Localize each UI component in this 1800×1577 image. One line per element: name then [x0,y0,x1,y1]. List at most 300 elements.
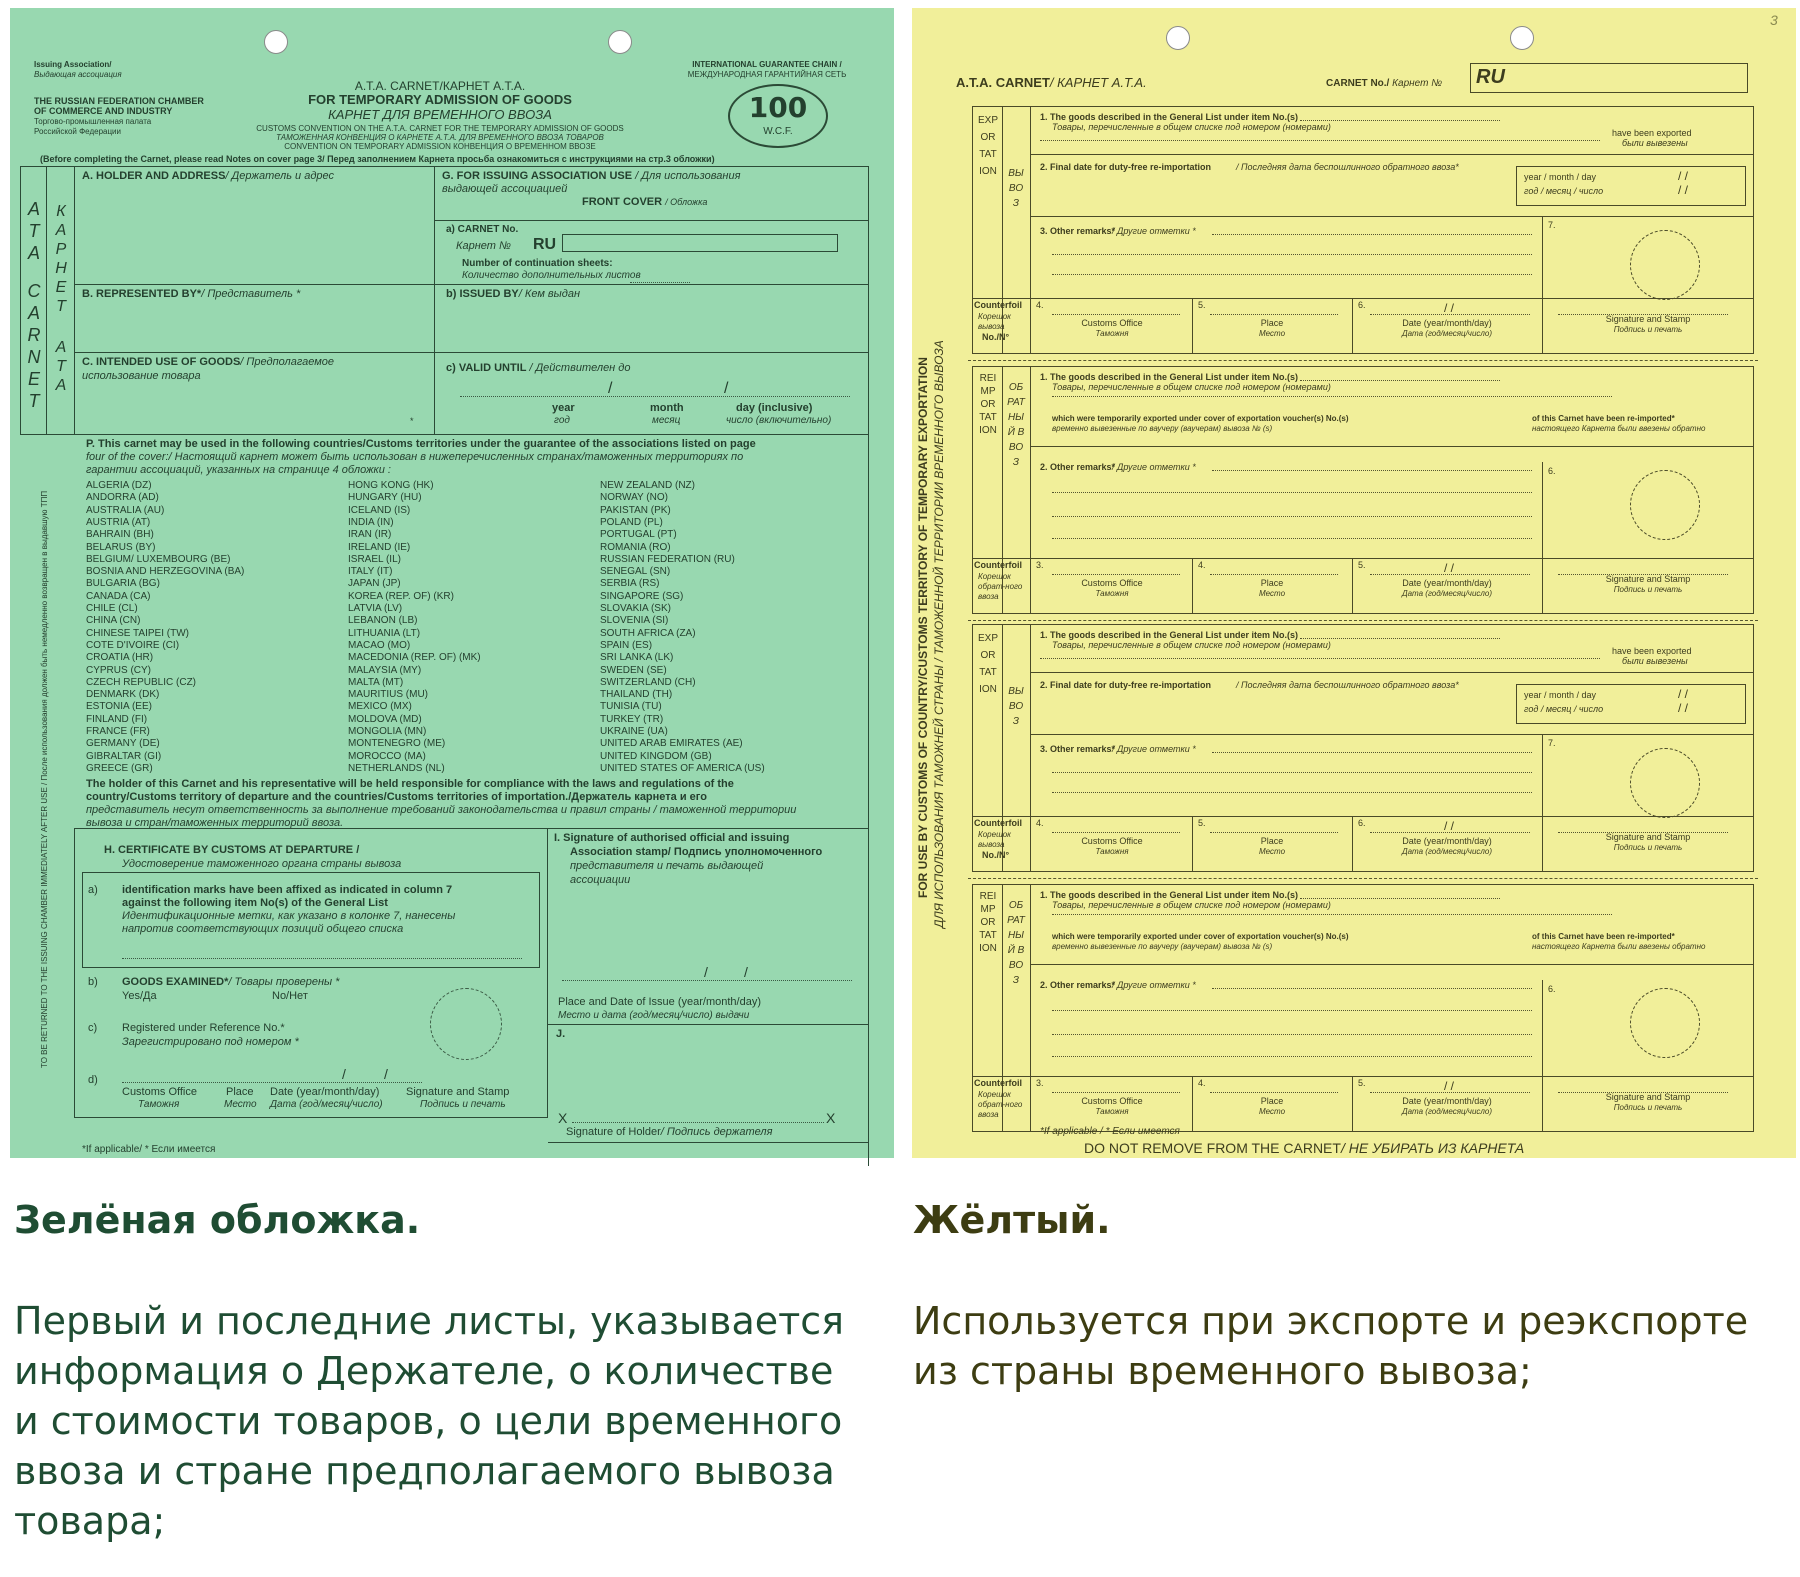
item-1-ru: Товары, перечисленные в общем списке под номером (номерами) [1052,122,1331,132]
asterisk: * [410,416,414,426]
caption-line: Используется при экспорте и реэкспорте [913,1299,1749,1343]
signature-x-right: X [826,1110,836,1126]
place-date-issue: Place and Date of Issue (year/month/day) [558,996,761,1008]
voucher-line-ru: временно вывезенные по ваучеру (ваучерам) вывоза № (s) [1052,942,1273,951]
place-label: Place [1260,318,1284,328]
field-i-line-ru-2: ассоциации [570,874,631,886]
carnet-number-field[interactable] [562,234,838,252]
signature-label-ru: Подпись и печать [1613,843,1683,852]
dotted-line [1212,752,1532,753]
counterfoil-label: Counterfoil [974,560,1022,570]
customs-office-label-ru: Таможня [1095,329,1129,338]
yellow-caption-body [913,1296,1748,1396]
field-g-label: G. FOR ISSUING ASSOCIATION USE / Для использования [442,170,741,182]
dotted-line [1040,140,1600,141]
dotted-line [1052,274,1532,275]
country-item: MACAO (MO) [348,639,411,651]
country-item: AUSTRALIA (AU) [86,504,165,516]
caption-line: товара; [14,1499,166,1543]
issuing-association-label: Issuing Association/ [34,60,112,69]
have-been-exported-ru: были вывезены [1622,656,1688,666]
dotted-line [1052,1056,1532,1057]
rule [434,284,868,285]
item-1: 1. The goods described in the General List under item No.(s) [1040,630,1299,640]
country-item: BELARUS (BY) [86,541,156,553]
field-g-label-ru: выдающей ассоциацией [442,183,568,195]
item-2-ru: / Последняя дата беспошлинного обратного ввоза* [1236,680,1459,690]
stamp-circle [1630,748,1700,818]
country-item: KOREA (REP. OF) (KR) [348,590,454,602]
h-b-text: GOODS EXAMINED*/ Товары проверены * [122,976,340,988]
dotted-line [1052,492,1532,493]
stamp-circle [1630,230,1700,300]
place-label: Place [1260,1096,1284,1106]
have-been-exported: have been exported [1612,128,1692,138]
rule [20,434,868,435]
date-label-ru: Дата (год/месяц/число) [1401,589,1493,598]
counterfoil-no: No./N° [982,850,1010,860]
side-title: FOR USE BY CUSTOMS OF COUNTRY/CUSTOMS TERRITORY OF TEMPORARY EXPORTATION [916,357,930,898]
dotted-line [1052,538,1532,539]
rule [20,166,868,167]
month-label-ru: месяц [652,415,681,426]
holder-note-1: The holder of this Carnet and his representative will be held responsible for compliance with the laws and regulations of the [86,778,734,790]
date-label: Date (year/month/day) [1402,318,1492,328]
dotted-line [1210,1092,1338,1093]
caption-line: информация о Держателе, о количестве [14,1349,834,1393]
country-item: BULGARIA (BG) [86,578,160,590]
voucher-line: which were temporarily exported under cover of exportation voucher(s) No.(s) [1052,414,1349,423]
yellow-title: A.T.A. CARNET/ КАРНЕТ А.Т.А. [956,75,1147,90]
counterfoil-label: Counterfoil [974,300,1022,310]
date-slash: / [704,964,708,980]
country-item: LATVIA (LV) [348,603,403,614]
customs-office-label: Customs Office [1081,318,1143,328]
dotted-line [630,282,690,283]
country-item: THAILAND (TH) [600,689,673,701]
vertical-word-ru: ОБРАТНЫЙ ВВОЗ [1007,900,1025,986]
vertical-word: REIMPORTATION [979,891,997,954]
date-slash: / [724,380,729,397]
dotted-line [1212,234,1532,235]
field-c-label-ru: использование товара [82,370,201,382]
ymd-label-ru: год / месяц / число [1524,186,1604,196]
rule [868,166,869,1166]
vertical-word: REIMPORTATION [979,373,997,436]
country-item: MALTA (MT) [348,676,404,688]
country-item: JAPAN (JP) [348,578,401,590]
country-item: GIBRALTAR (GI) [86,750,162,762]
cell-number: 3. [1036,1078,1044,1088]
item-7-number: 7. [1548,738,1556,748]
carnet-number-field[interactable] [1470,63,1748,93]
date-slash: / / [1444,561,1455,575]
dotted-line [562,980,852,981]
field-i-line-1: I. Signature of authorised official and issuing [554,832,790,844]
year-label: year [552,402,575,414]
field-h-label-ru: Удостоверение таможенного органа страны вывоза [122,858,402,870]
country-item: CYPRUS (CY) [86,664,152,676]
rule [434,166,435,434]
green-caption-body [14,1296,844,1546]
country-item: POLAND (PL) [600,516,663,528]
field-a-label: A. HOLDER AND ADDRESS/ Держатель и адрес [82,170,335,182]
side-return-note: TO BE RETURNED TO THE ISSUING CHAMBER IMMEDIATELY AFTER USE / После использования должен быть немедленно возвращен в выдавшую ТПП [40,490,49,1068]
signature-of-holder: Signature of Holder/ Подпись держателя [566,1126,773,1138]
dotted-line [1040,658,1600,659]
customs-office-label-ru: Таможня [1095,847,1129,856]
h-d-label: d) [88,1074,98,1086]
counterfoil-label: Counterfoil [974,818,1022,828]
country-item: ANDORRA (AD) [86,492,159,504]
carnet-reimported-ru: настоящего Карнета были ввезены обратно [1532,424,1706,433]
rule [972,816,1754,817]
country-item: SPAIN (ES) [600,639,653,651]
h-b-no: No/Нет [272,990,308,1002]
country-item: TURKEY (TR) [600,713,664,725]
place-label-ru: Место [1258,329,1286,338]
rule [1030,734,1754,735]
signature-label: Signature and Stamp [1605,314,1691,324]
country-item: ALGERIA (DZ) [86,480,152,491]
h-signature: Signature and Stamp [406,1086,510,1098]
continuation-sheets-label-ru: Количество дополнительных листов [462,270,641,281]
h-place-ru: Место [224,1099,257,1110]
cell-number: 5. [1358,560,1366,570]
vertical-word-ru: ВЫВОЗ [1008,686,1024,727]
dotted-line [1052,772,1532,773]
country-item: SERBIA (RS) [600,578,660,590]
country-item: UKRAINE (UA) [600,726,668,737]
item-2: 2. Other remarks* [1040,980,1116,990]
date-slash: / / [1444,819,1455,833]
country-item: MONGOLIA (MN) [348,726,427,737]
rule [434,220,868,221]
voucher-line-ru: временно вывезенные по ваучеру (ваучерам) вывоза № (s) [1052,424,1273,433]
customs-office-label: Customs Office [1081,1096,1143,1106]
date-slash: / / [1444,1079,1455,1093]
year-label-ru: год [554,415,570,426]
country-item: IRELAND (IE) [348,541,411,553]
do-not-remove: DO NOT REMOVE FROM THE CARNET/ НЕ УБИРАТЬ ИЗ КАРНЕТА [1084,1140,1525,1156]
signature-x-left: X [558,1110,568,1126]
country-item: NEW ZEALAND (NZ) [600,480,695,491]
carnet-no-label-ru: Карнет № [456,240,511,252]
h-date: Date (year/month/day) [270,1086,380,1098]
country-item: CZECH REPUBLIC (CZ) [86,676,197,688]
dotted-line [1052,574,1180,575]
date-slash: / / [1678,183,1689,197]
cell-number: 3. [1036,560,1044,570]
country-item: SWITZERLAND (CH) [600,676,696,688]
chamber-name: THE RUSSIAN FEDERATION CHAMBER [34,96,204,106]
country-item: UNITED STATES OF AMERICA (US) [600,762,765,774]
dotted-line [460,396,850,397]
rule [972,1076,1754,1077]
green-caption-title: Зелёная обложка. [14,1198,421,1242]
cell-number: 4. [1198,560,1206,570]
carnet-reimported: of this Carnet have been re-imported* [1532,414,1675,423]
item-2: 2. Final date for duty-free re-importation [1040,680,1212,690]
carnet-ru-code: RU [1476,66,1505,88]
signature-label: Signature and Stamp [1605,1092,1691,1102]
item-2-ru: / Последняя дата беспошлинного обратного ввоза* [1236,162,1459,172]
have-been-exported: have been exported [1612,646,1692,656]
item-2-ru: / Другие отметки * [1112,980,1196,990]
country-item: PORTUGAL (PT) [600,529,677,541]
carnet-no-label: CARNET No./ Карнет № [1326,78,1443,89]
country-item: CHILE (CL) [86,603,138,614]
country-item: INDIA (IN) [348,516,394,528]
ymd-label: year / month / day [1524,690,1597,700]
field-c-label: C. INTENDED USE OF GOODS/ Предполагаемое [82,356,335,368]
rule [548,828,868,829]
guarantee-chain: INTERNATIONAL GUARANTEE CHAIN / [692,60,842,69]
counterfoil-label-ru: Корешок вывоза [978,830,1011,849]
item-1: 1. The goods described in the General List under item No.(s) [1040,372,1299,382]
country-item: AUSTRIA (AT) [86,516,151,528]
field-i-line-2: Association stamp/ Подпись уполномоченного [570,846,823,858]
signature-label-ru: Подпись и печать [1613,325,1683,334]
wcf-logo [728,84,828,148]
wcf-logo-text: W.C.F. [763,126,793,137]
country-item: LITHUANIA (LT) [348,627,421,639]
date-slash: / / [1678,701,1689,715]
h-c-text: Registered under Reference No.* [122,1022,285,1034]
country-item: BELGIUM/ LUXEMBOURG (BE) [86,553,231,565]
cell-number: 5. [1198,818,1206,828]
country-item: ICELAND (IS) [348,504,411,516]
rule [548,1024,868,1025]
dotted-line [1052,1092,1180,1093]
h-date-ru: Дата (год/месяц/число) [270,1099,383,1110]
dotted-line [1300,898,1500,899]
signature-label: Signature and Stamp [1605,574,1691,584]
country-item: SWEDEN (SE) [600,664,667,676]
country-item: GERMANY (DE) [86,738,160,750]
h-customs-office-ru: Таможня [138,1099,180,1110]
holder-note-2: country/Customs territory of departure and the countries/Customs territories of importation./Держатель карнета и его [86,791,707,803]
date-slash: / [608,380,613,397]
dotted-line [1210,574,1338,575]
signature-label-ru: Подпись и печать [1613,585,1683,594]
country-item: RUSSIAN FEDERATION (RU) [600,553,735,565]
yellow-caption-title: Жёлтый. [913,1198,1111,1242]
side-label-ata-carnet: A T A C A R N E T [27,199,41,411]
field-j-label: J. [556,1028,566,1040]
date-label: Date (year/month/day) [1402,836,1492,846]
country-item: SLOVAKIA (SK) [600,603,671,614]
country-item: UNITED ARAB EMIRATES (AE) [600,738,743,750]
country-item: ITALY (IT) [348,566,393,578]
signature-label: Signature and Stamp [1605,832,1691,842]
h-a-text-2: against the following item No(s) of the General List [122,897,388,909]
carnet-reimported-ru: настоящего Карнета были ввезены обратно [1532,942,1706,951]
rule [20,166,21,434]
counterfoil-label: Counterfoil [974,1078,1022,1088]
front-cover-label: FRONT COVER / Обложка [582,196,708,208]
cell-number: 5. [1198,300,1206,310]
country-item: UNITED KINGDOM (GB) [600,750,712,762]
rule [548,1142,868,1143]
country-item: MONTENEGRO (ME) [348,738,446,750]
dotted-line [572,1122,824,1123]
h-a-text-ru-1: Идентификационные метки, как указано в колонке 7, нанесены [122,910,456,922]
cell-number: 4. [1198,1078,1206,1088]
stamp-circle [1630,988,1700,1058]
country-item: CROATIA (HR) [86,652,154,664]
h-customs-office: Customs Office [122,1086,197,1098]
field-p-line-3: гарантии ассоциаций, указанных на странице 4 обложки : [86,464,391,476]
dotted-line [1052,254,1532,255]
dotted-line [122,1082,422,1083]
rule [74,352,868,353]
dotted-line [1300,120,1500,121]
have-been-exported-ru: были вывезены [1622,138,1688,148]
cell-number: 6. [1358,818,1366,828]
cell-number: 4. [1036,818,1044,828]
date-slash: / / [1444,301,1455,315]
place-label-ru: Место [1258,1107,1286,1116]
field-p-line-1: P. This carnet may be used in the following countries/Customs territories under the guarantee of the associations listed on page [86,438,756,450]
country-item: COTE D'IVOIRE (CI) [86,639,180,651]
vertical-word-ru: ВЫВОЗ [1008,168,1024,209]
country-item: ESTONIA (EE) [86,701,152,713]
title-temporary-admission: FOR TEMPORARY ADMISSION OF GOODS [308,92,572,107]
country-item: IRAN (IR) [348,529,392,541]
wcf-logo-number: 100 [748,91,808,124]
item-6-number: 6. [1548,466,1556,476]
country-item: GREECE (GR) [86,762,153,774]
field-h-label: H. CERTIFICATE BY CUSTOMS AT DEPARTURE / [104,844,360,856]
carnet-reimported: of this Carnet have been re-imported* [1532,932,1675,941]
continuation-sheets-label: Number of continuation sheets: [462,258,613,269]
stamp-circle [1630,470,1700,540]
item-3: 3. Other remarks* [1040,744,1116,754]
block-separator [968,620,1758,621]
place-date-issue-ru: Место и дата (год/месяц/число) выдачи [558,1010,750,1021]
dotted-line [1052,914,1612,915]
country-item: MAURITIUS (MU) [348,689,428,701]
dotted-line [1300,638,1500,639]
place-label-ru: Место [1258,589,1286,598]
place-label: Place [1260,836,1284,846]
place-label-ru: Место [1258,847,1286,856]
item-1-ru: Товары, перечисленные в общем списке под номером (номерами) [1052,640,1331,650]
item-3-ru: / Другие отметки * [1112,744,1196,754]
cell-number: 4. [1036,300,1044,310]
customs-office-label-ru: Таможня [1095,1107,1129,1116]
customs-office-label-ru: Таможня [1095,589,1129,598]
country-item: SENEGAL (SN) [600,566,671,578]
vertical-word: EXPORTATION [978,115,999,177]
country-item: SRI LANKA (LK) [600,652,674,664]
rule [74,284,434,285]
date-label-ru: Дата (год/месяц/число) [1401,847,1493,856]
counterfoil-no: No./N° [982,332,1010,342]
country-item: BOSNIA AND HERZEGOVINA (BA) [86,566,245,578]
date-slash: / / [1678,169,1689,183]
chamber-name-2: OF COMMERCE AND INDUSTRY [34,106,173,116]
caption-line: и стоимости товаров, о цели временного [14,1399,843,1443]
country-item: PAKISTAN (PK) [600,504,671,516]
dotted-line [1052,516,1532,517]
customs-office-label: Customs Office [1081,578,1143,588]
country-item: MEXICO (MX) [348,701,412,713]
item-1-ru: Товары, перечисленные в общем списке под номером (номерами) [1052,900,1331,910]
country-item: DENMARK (DK) [86,689,160,701]
item-7-number: 7. [1548,220,1556,230]
notes-line: (Before completing the Carnet, please read Notes on cover page 3/ Перед заполнением Карнета просьба ознакомиться с инструкциями на стр.3 обложки) [40,154,715,164]
day-label: day (inclusive) [736,402,813,414]
counterfoil-label-ru: Корешок обрат-ного ввоза [978,572,1023,601]
field-i-line-ru-1: представителя и печать выдающей [570,860,764,872]
block-separator [968,360,1758,361]
customs-office-label: Customs Office [1081,836,1143,846]
date-label: Date (year/month/day) [1402,578,1492,588]
country-item: SLOVENIA (SI) [600,615,669,627]
field-b-label: B. REPRESENTED BY*/ Представитель * [82,288,301,300]
dotted-line [1300,380,1500,381]
date-label-ru: Дата (год/месяц/число) [1401,1107,1493,1116]
day-label-ru: число (включительно) [726,415,832,426]
dotted-line [1052,792,1532,793]
item-6-number: 6. [1548,984,1556,994]
issuing-association-label-ru: Выдающая ассоциация [34,70,122,79]
rule [972,558,1754,559]
month-label: month [650,402,684,414]
vertical-word: EXPORTATION [978,633,999,695]
dotted-line [1212,988,1532,989]
convention-line-3: CONVENTION ON TEMPORARY ADMISSION КОНВЕНЦИЯ О ВРЕМЕННОМ ВВОЗЕ [284,142,596,151]
rule [972,298,1754,299]
dotted-line [1052,1010,1532,1011]
dotted-line [1052,1034,1532,1035]
valid-until-label: c) VALID UNTIL / Действителен до [446,362,631,374]
date-slash: / [342,1066,346,1082]
h-b-label: b) [88,976,98,988]
dotted-line [1212,470,1532,471]
h-c-label: c) [88,1022,98,1034]
chamber-name-ru-2: Российской Федерации [34,127,121,136]
item-2: 2. Final date for duty-free re-importation [1040,162,1212,172]
signature-label-ru: Подпись и печать [1613,1103,1683,1112]
h-b-yes: Yes/Да [122,990,157,1002]
carnet-ru-code: RU [533,236,557,253]
h-a-text-ru-2: напротив соответствующих позиций общего списка [122,923,404,935]
green-cover-sheet [10,8,894,1158]
caption-line: из страны временного вывоза; [913,1349,1532,1393]
field-p-line-2: four of the cover:/ Настоящий карнет может быть использован в нижеперечисленных странах/таможенных территориях по [86,451,744,463]
country-item: FINLAND (FI) [86,713,148,725]
rule [1030,366,1031,614]
country-item: NETHERLANDS (NL) [348,762,445,774]
rule [46,166,47,434]
title-temporary-admission-ru: КАРНЕТ ДЛЯ ВРЕМЕННОГО ВВОЗА [328,107,552,122]
country-item: CHINA (CN) [86,615,141,627]
item-2: 2. Other remarks* [1040,462,1116,472]
dotted-line [1210,832,1338,833]
country-item: ISRAEL (IL) [348,553,401,565]
country-item: ROMANIA (RO) [600,541,671,553]
h-a-text-1: identification marks have been affixed as indicated in column 7 [122,884,453,896]
country-item: HONG KONG (HK) [348,480,434,491]
country-item: SINGAPORE (SG) [600,590,684,602]
rule [1030,106,1031,354]
h-signature-ru: Подпись и печать [420,1099,506,1110]
date-label: Date (year/month/day) [1402,1096,1492,1106]
country-item: HUNGARY (HU) [348,492,422,504]
